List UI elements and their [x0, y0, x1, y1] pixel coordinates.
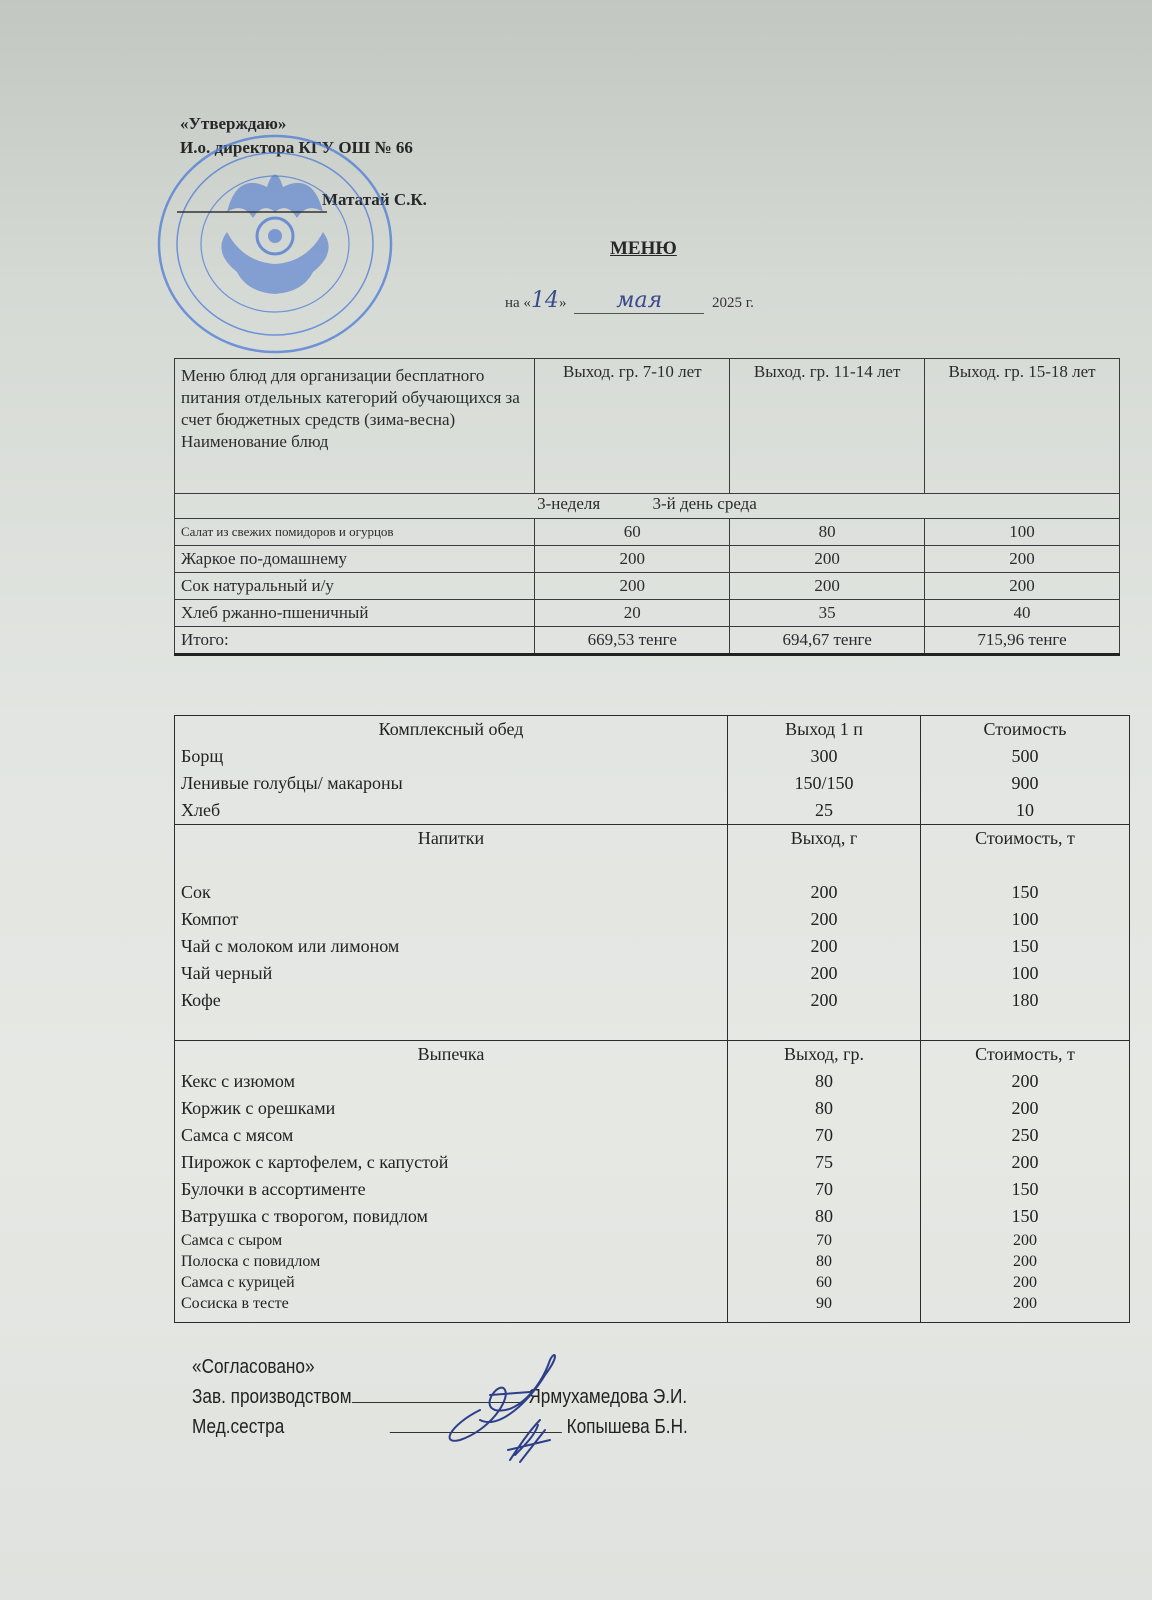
header-description: Меню блюд для организации бесплатного питания отдельных категорий обучающихся за счет бюджетных средств (зима-весна) Наименование блюд	[175, 359, 535, 494]
item-cost: 200	[1011, 1152, 1039, 1172]
item-yield: 70	[815, 1179, 833, 1199]
item-cost: 200	[1013, 1295, 1037, 1312]
yield-value: 200	[925, 546, 1120, 573]
yield-value: 40	[925, 600, 1120, 627]
item-yield: 60	[816, 1274, 832, 1291]
dish-name: Салат из свежих помидоров и огурцов	[175, 519, 535, 546]
item-name: Самса с курицей	[181, 1274, 295, 1291]
total-row	[175, 627, 1120, 655]
item-cost: 200	[1011, 1098, 1039, 1118]
week-day-row	[175, 494, 1120, 519]
bakery-section	[175, 1041, 1130, 1323]
item-cost: 200	[1011, 1071, 1039, 1091]
lunch-title: Комплексный обед	[378, 719, 524, 739]
item-cost: 150	[1011, 1206, 1039, 1226]
item-name: Кофе	[181, 990, 221, 1010]
day-label: 3-й день среда	[652, 494, 757, 513]
official-stamp-icon	[157, 132, 397, 357]
table-row	[175, 519, 1120, 546]
item-cost: 150	[1011, 882, 1039, 902]
table-header-row	[175, 359, 1120, 494]
cost-header: Стоимость, т	[975, 1044, 1075, 1064]
cost-header: Стоимость	[983, 719, 1067, 739]
item-name: Самса с сыром	[181, 1232, 283, 1249]
date-month: мая	[616, 288, 663, 313]
date-year: 2025 г.	[711, 295, 754, 311]
lunch-section	[175, 716, 1130, 825]
header-age-7-10: Выход. гр. 7-10 лет	[535, 359, 730, 494]
item-yield: 75	[815, 1152, 833, 1172]
item-yield: 200	[810, 936, 838, 956]
yield-value: 200	[730, 546, 925, 573]
header-age-15-18: Выход. гр. 15-18 лет	[925, 359, 1120, 494]
signer-name: Ярмухамедова Э.И.	[528, 1386, 688, 1408]
free-meals-table	[174, 358, 1120, 656]
item-name: Сосиска в тесте	[181, 1295, 289, 1312]
item-name: Кекс с изюмом	[181, 1071, 295, 1091]
signer-role: Мед.сестра	[192, 1416, 285, 1438]
item-cost: 200	[1013, 1232, 1037, 1249]
handwritten-signature-icon	[420, 1350, 600, 1470]
item-cost: 200	[1013, 1274, 1037, 1291]
item-name: Сок	[181, 882, 211, 902]
item-cost: 150	[1011, 936, 1039, 956]
dish-name: Хлеб ржанно-пшеничный	[175, 600, 535, 627]
item-name: Ленивые голубцы/ макароны	[181, 773, 403, 793]
yield-value: 35	[730, 600, 925, 627]
item-yield: 70	[815, 1125, 833, 1145]
item-cost: 500	[1011, 746, 1039, 766]
dish-name: Жаркое по-домашнему	[175, 546, 535, 573]
dish-name: Сок натуральный и/у	[175, 573, 535, 600]
item-yield: 200	[810, 963, 838, 983]
item-name: Борщ	[181, 746, 224, 766]
item-cost: 250	[1011, 1125, 1039, 1145]
paid-menu-table	[174, 715, 1130, 1323]
document-date	[505, 288, 754, 314]
item-name: Булочки в ассортименте	[181, 1179, 366, 1199]
item-yield: 80	[815, 1071, 833, 1091]
item-yield: 300	[810, 746, 838, 766]
item-cost: 10	[1016, 800, 1034, 820]
agreement-label: «Согласовано»	[192, 1356, 315, 1378]
bakery-title: Выпечка	[417, 1044, 485, 1064]
yield-value: 200	[730, 573, 925, 600]
item-yield: 80	[815, 1098, 833, 1118]
item-yield: 70	[816, 1232, 832, 1249]
yield-value: 20	[535, 600, 730, 627]
item-yield: 200	[810, 909, 838, 929]
item-yield: 90	[816, 1295, 832, 1312]
item-cost: 150	[1011, 1179, 1039, 1199]
header-age-11-14: Выход. гр. 11-14 лет	[730, 359, 925, 494]
item-name: Полоска с повидлом	[181, 1253, 321, 1270]
item-cost: 200	[1013, 1253, 1037, 1270]
yield-value: 80	[730, 519, 925, 546]
item-name: Самса с мясом	[181, 1125, 294, 1145]
table-row	[175, 600, 1120, 627]
table-row	[175, 546, 1120, 573]
item-name: Пирожок с картофелем, с капустой	[181, 1152, 449, 1172]
total-value: 694,67 тенге	[730, 627, 925, 655]
yield-header: Выход, г	[790, 828, 858, 848]
item-cost: 900	[1011, 773, 1039, 793]
drinks-section	[175, 825, 1130, 1041]
date-day: 14	[530, 288, 559, 313]
item-yield: 150/150	[794, 773, 854, 793]
drinks-title: Напитки	[417, 828, 485, 848]
week-label: 3-неделя	[537, 494, 601, 513]
item-yield: 200	[810, 990, 838, 1010]
yield-header: Выход 1 п	[785, 719, 863, 739]
date-prefix: на «	[505, 295, 531, 311]
item-yield: 25	[815, 800, 833, 820]
total-label: Итого:	[175, 627, 535, 655]
signer-role: Зав. производством	[192, 1386, 352, 1408]
date-day-suffix: »	[558, 295, 567, 311]
total-value: 715,96 тенге	[925, 627, 1120, 655]
item-name: Чай черный	[181, 963, 273, 983]
yield-header: Выход, гр.	[784, 1044, 864, 1064]
yield-value: 60	[535, 519, 730, 546]
item-cost: 180	[1011, 990, 1039, 1010]
cost-header: Стоимость, т	[975, 828, 1075, 848]
yield-value: 200	[925, 573, 1120, 600]
item-yield: 80	[815, 1206, 833, 1226]
total-value: 669,53 тенге	[535, 627, 730, 655]
yield-value: 100	[925, 519, 1120, 546]
table-row	[175, 573, 1120, 600]
yield-value: 200	[535, 546, 730, 573]
yield-value: 200	[535, 573, 730, 600]
item-yield: 80	[816, 1253, 832, 1270]
approval-position: И.о. директора КГУ ОШ № 66	[180, 138, 413, 157]
item-name: Чай с молоком или лимоном	[181, 936, 400, 956]
signer-name: Копышева Б.Н.	[566, 1416, 688, 1438]
approval-name: Мататай С.К.	[322, 190, 427, 209]
item-cost: 100	[1011, 963, 1039, 983]
item-name: Ватрушка с творогом, повидлом	[181, 1206, 428, 1226]
page-title: МЕНЮ	[610, 238, 677, 259]
item-name: Коржик с орешками	[181, 1098, 336, 1118]
item-name: Хлеб	[181, 800, 221, 820]
approval-label: «Утверждаю»	[180, 114, 287, 133]
item-cost: 100	[1011, 909, 1039, 929]
item-yield: 200	[810, 882, 838, 902]
item-name: Компот	[181, 909, 239, 929]
